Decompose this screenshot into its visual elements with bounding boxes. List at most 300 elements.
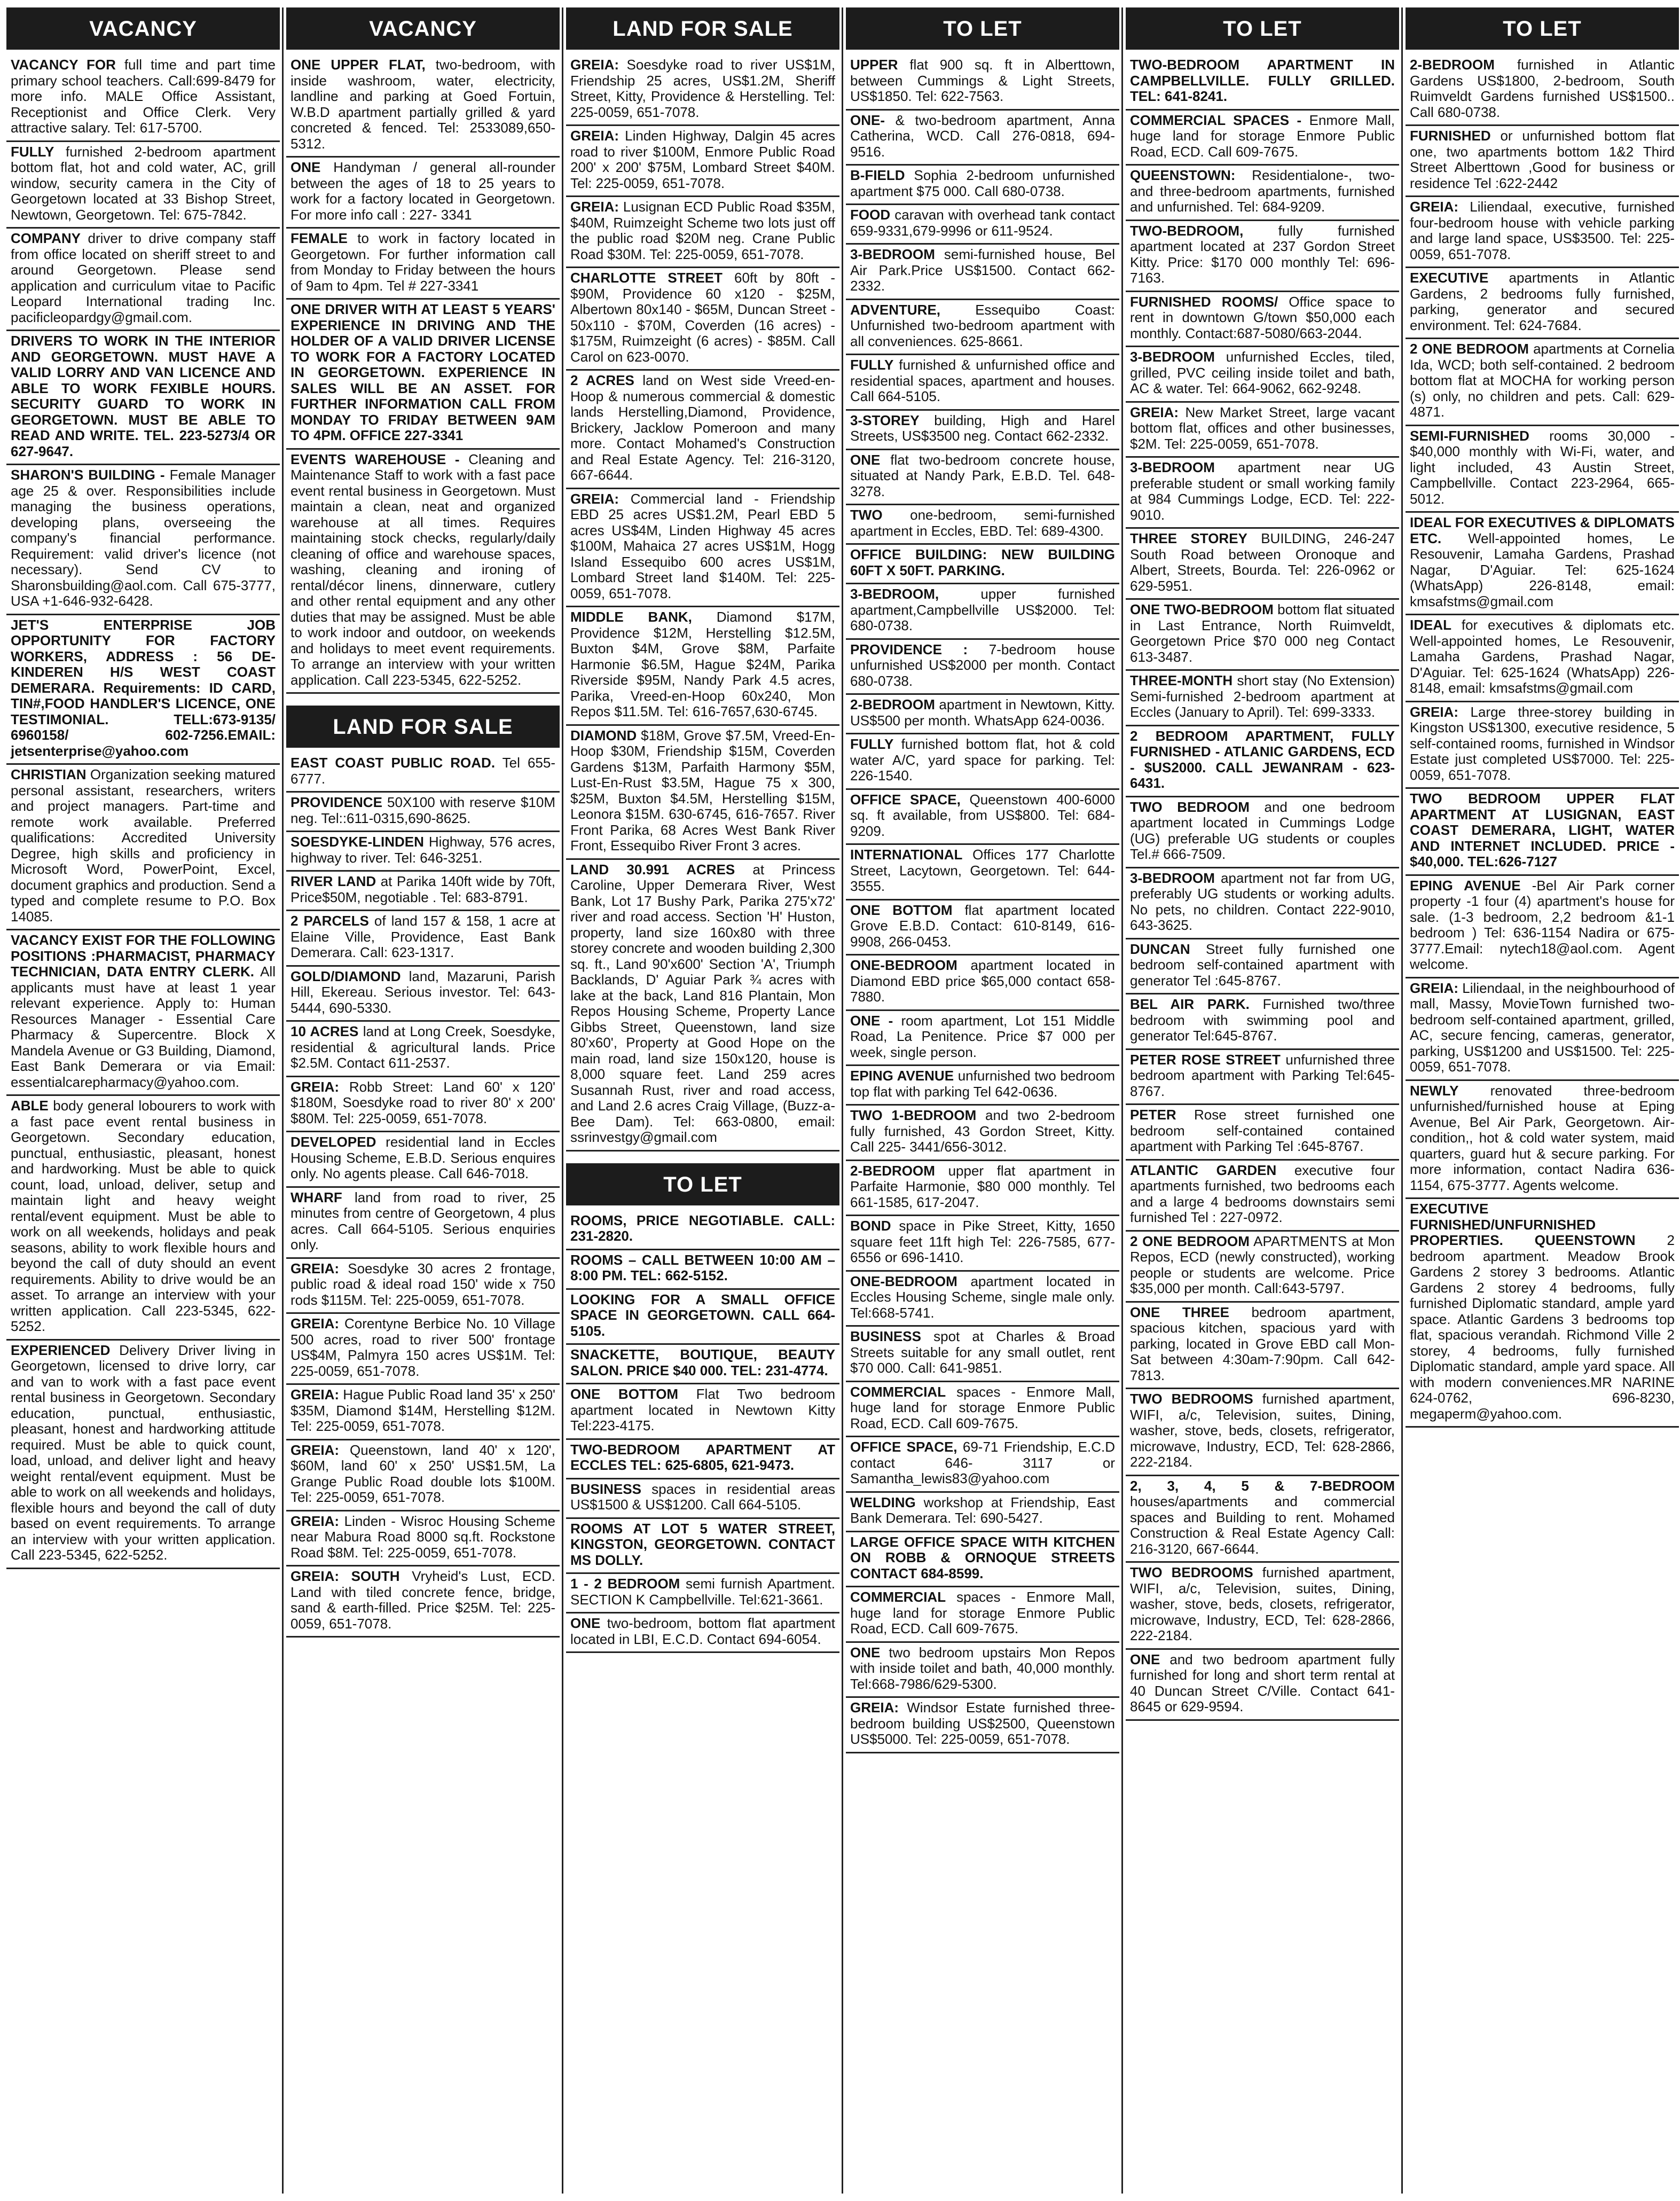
ad-body: to work in factory located in Georgetown. For further information call from Monday to Friday between the hours of 9am to 4pm. Tel # 227-3341: [291, 230, 555, 294]
classified-ad: [1126, 1563, 1399, 1650]
column-4: [846, 7, 1119, 2194]
classified-ad: [846, 355, 1119, 411]
ad-body: Hague Public Road land 35' x 250' $35M, Diamond $14M, Herstelling $12M. Tel: 225-0059, 651-7078.: [291, 1387, 555, 1434]
classified-ad: [1406, 426, 1679, 513]
classified-ad: [286, 793, 560, 832]
classified-ad: [286, 300, 560, 450]
ad-lead: 2 ACRES: [570, 372, 634, 388]
ad-lead: EVENTS WAREHOUSE -: [291, 451, 460, 467]
ad-lead: GREIA:: [570, 490, 619, 507]
ad-body: Commercial land - Friendship EBD 25 acres US$1.2M, Pearl EBD 5 acres US$4M, Linden Highway 45 acres $100M, Mahaica 27 acres US$1M, Hogg Island Essequibo 600 acres US$1M, Lombard Street land $140M. Tel: 225-0059, 651-7078.: [570, 490, 835, 601]
ad-lead: IDEAL FOR EXECUTIVES & DIPLOMATS ETC.: [1410, 514, 1675, 546]
classified-ad: [286, 1440, 560, 1511]
ad-body: Office space to rent in downtown G/town $50,000 each monthly. Contact:687-5080/663-2044.: [1130, 293, 1395, 341]
ad-body: spaces - Enmore Mall, huge land for storage Enmore Public Road, ECD. Call 609-7675.: [850, 1589, 1115, 1636]
ad-lead: TWO-BEDROOM APARTMENT IN CAMPBELLVILLE. FULLY GRILLED. TEL: 641-8241.: [1130, 57, 1395, 104]
ad-body: flat apartment located Grove E.B.D. Contact: 610-8149, 616-9908, 266-0453.: [850, 902, 1115, 950]
ad-lead: 3-STOREY: [850, 412, 920, 428]
classified-ad: [286, 1132, 560, 1188]
ad-body: Offices 177 Charlotte Street, Lacytown, Georgetown. Tel: 644-3555.: [850, 847, 1115, 894]
classified-ad: [286, 872, 560, 911]
ad-body: one-bedroom, semi-furnished apartment in Eccles, EBD. Tel: 689-4300.: [850, 507, 1115, 539]
classified-ad: [6, 55, 280, 142]
ad-body: Highway, 576 acres, highway to river. Tel: 646-3251.: [291, 834, 555, 866]
classified-ad: [1126, 1050, 1399, 1106]
ad-lead: FULLY: [11, 143, 54, 160]
classified-ad: [846, 1698, 1119, 1753]
ad-lead: GREIA:: [291, 1315, 339, 1331]
ad-body: apartments in Atlantic Gardens, 2 bedrooms fully furnished, parking, generator and secured environment. Tel: 624-7684.: [1410, 270, 1675, 333]
ad-body: furnished in Atlantic Gardens US$1800, 2-bedroom, South Ruimveldt Gardens furnished US$1500.. Call 680-0738.: [1410, 57, 1675, 120]
ad-lead: 2 ONE BEDROOM: [1410, 341, 1529, 357]
classified-ad: [1126, 347, 1399, 403]
ad-lead: ONE -: [850, 1012, 893, 1029]
ad-lead: ONE: [850, 1644, 881, 1660]
classified-ad: [1126, 671, 1399, 726]
ad-lead: GREIA:: [850, 1699, 899, 1716]
ad-body: & two-bedroom apartment, Anna Catherina, WCD. Call 276-0818, 694-9516.: [850, 112, 1115, 160]
ad-lead: 2, 3, 4, 5 & 7-BEDROOM: [1130, 1477, 1395, 1494]
classified-ad: [1126, 1105, 1399, 1161]
classified-ad: [846, 1382, 1119, 1438]
classified-ad: [566, 1440, 839, 1479]
ad-body: caravan with overhead tank contact 659-9331,679-9996 or 611-9524.: [850, 207, 1115, 239]
ad-body: furnished apartment, WIFI, a/c, Television, suites, Dining, washer, stove, beds, closets, refrigerator, microwave, Industry, ECD, Tel: 628-2866, 222-2184.: [1130, 1564, 1395, 1643]
ad-body: room apartment, Lot 151 Middle Road, La Penitence. Price $7 000 per week, single person.: [850, 1012, 1115, 1060]
ad-lead: EPING AVENUE: [1410, 877, 1521, 894]
ad-body: land at Long Creek, Soesdyke, residential & agricultural lands. Price $2.5M. Contact 611-2537.: [291, 1023, 555, 1071]
ad-lead: LAND 30.991 ACRES: [570, 861, 735, 878]
ad-body: rooms 30,000 - $40,000 monthly with Wi-Fi, water, and light included, 43 Austin Street, Campbellville. Contact 223-2964, 665-5012.: [1410, 427, 1675, 507]
ad-body: 60ft by 80ft - $90M, Providence 60 x120 - $25M, Albertown 80x140 - $65M, Duncan Street - 50x110 - $70M, Coverden (16 acres) - $175M, Ruimzeight (6 acres) - $85M. Call Carol on 623-0070.: [570, 270, 835, 365]
ad-lead: 2-BEDROOM: [850, 696, 935, 712]
ad-lead: FURNISHED ROOMS/: [1130, 293, 1278, 310]
ad-lead: VACANCY FOR: [11, 57, 116, 73]
classified-ad: [1126, 292, 1399, 348]
classified-ad: [846, 695, 1119, 734]
ad-body: furnished bottom flat, hot & cold water A/C, yard space for parking. Tel: 226-1540.: [850, 736, 1115, 784]
ad-lead: GREIA:: [1410, 199, 1458, 215]
ad-body: BUILDING, 246-247 South Road between Oronoque and Albert, Streets, Bourda. Tel: 226-0962 or 629-5951.: [1130, 530, 1395, 594]
classified-ad: [1126, 1650, 1399, 1721]
ad-body: land from road to river, 25 minutes from centre of Georgetown, 4 plus acres. Call 664-5105. Serious enquiries only.: [291, 1189, 555, 1252]
classified-ad: [286, 1566, 560, 1638]
ad-lead: EXECUTIVE: [1410, 270, 1489, 286]
ad-body: building, High and Harel Streets, US$3500 neg. Contact 662-2332.: [850, 412, 1115, 444]
ad-body: semi-furnished house, Bel Air Park.Price US$1500. Contact 662-2332.: [850, 246, 1115, 294]
classified-ad: [566, 197, 839, 268]
column-divider: [1401, 7, 1403, 2194]
ad-body: two-bedroom, bottom flat apartment located in LBI, E.C.D. Contact 694-6054.: [570, 1615, 835, 1647]
ad-lead: TWO BEDROOM UPPER FLAT APARTMENT AT LUSIGNAN, EAST COAST DEMERARA, LIGHT, WATER AND INTERNET INCLUDED. PRICE - $40,000. TEL:626-7127: [1410, 790, 1675, 870]
ad-body: Handyman / general all-rounder between the ages of 18 to 25 years to work for a factory located in Georgetown. For more info call : 227- 3341: [291, 159, 555, 223]
column-divider: [282, 7, 284, 2194]
ad-body: Windsor Estate furnished three-bedroom building US$2500, Queenstown US$5000. Tel: 225-0059, 651-7078.: [850, 1699, 1115, 1747]
ad-body: -Bel Air Park corner property -1 four (4) apartment's house for sale. (1-3 bedroom, 2,2 bedroom &1-1 bedroom ) Tel: 636-1154 Nadira or 675-3777.Email: nytech18@aol.com. Agent welcome.: [1410, 877, 1675, 972]
section-heading: VACANCY: [6, 7, 280, 50]
classified-ad: [1126, 1232, 1399, 1303]
ad-body: Linden Highway, Dalgin 45 acres road to river $100M, Enmore Public Road 200' x 200' $75M, Lombard Street $40M. Tel: 225-0059, 651-7078.: [570, 128, 835, 191]
classified-ad: [846, 1532, 1119, 1588]
ad-lead: GREIA:: [1130, 404, 1179, 420]
ad-body: DRIVERS TO WORK IN THE INTERIOR AND GEORGETOWN. MUST HAVE A VALID LORRY AND VAN LICENCE AND ABLE TO WORK FEXIBLE HOURS. SECURITY GUARD TO WORK IN GEORGETOWN. MUST BE ABLE TO READ AND WRITE. TEL. 223-5273/4 OR 627-9647.: [11, 333, 276, 459]
classified-ad: [1406, 126, 1679, 197]
ad-body: Street fully furnished one bedroom self-contained apartment with generator Tel :645-8767.: [1130, 941, 1395, 989]
ad-lead: LOOKING FOR A SMALL OFFICE SPACE IN GEORGETOWN. CALL 664-5105.: [570, 1291, 835, 1339]
classified-ad: [1406, 197, 1679, 268]
ad-body: space in Pike Street, Kitty, 1650 square feet 11ft high Tel: 226-7585, 677-6556 or 696-1410.: [850, 1218, 1115, 1265]
ad-body: apartment not far from UG, preferably UG students or working adults. No pets, no children. Contact 222-9010, 643-3625.: [1130, 870, 1395, 933]
ad-body: Organization seeking matured personal assistant, researchers, writers and project managers. Part-time and remote work available. Preferred qualifications: Accredited University Degree, high skills and proficiency in Microsoft Word, PowerPoint, Excel, document graphics and production. Send a typed and complete resume to P.O. Box 14085.: [11, 766, 276, 925]
ad-lead: ADVENTURE,: [850, 301, 941, 318]
ad-lead: GREIA:: [570, 128, 619, 144]
classified-ad: [1126, 939, 1399, 995]
ad-lead: LARGE OFFICE SPACE WITH KITCHEN ON ROBB & ORNOQUE STREETS CONTACT 684-8599.: [850, 1533, 1115, 1581]
classified-ad: [846, 1011, 1119, 1067]
classified-ad: [846, 1327, 1119, 1382]
ad-lead: GOLD/DIAMOND: [291, 968, 401, 984]
classified-ad: [1126, 221, 1399, 292]
classified-ad: [6, 229, 280, 331]
ad-lead: ONE-: [850, 112, 885, 128]
classified-ad: [286, 1385, 560, 1440]
classified-ad: [1126, 166, 1399, 221]
ad-body: Residentialone-, two- and three-bedroom apartments, furnished and unfurnished. Tel: 684-9209.: [1130, 167, 1395, 215]
ad-body: apartments at Cornelia Ida, WCD; both self-contained. 2 bedroom bottom flat at MOCHA for working person (s) only, no children and pets. Call: 629-4871.: [1410, 341, 1675, 420]
classified-ad: [846, 790, 1119, 845]
ad-lead: 2-BEDROOM: [850, 1162, 935, 1179]
classified-ad: [286, 1511, 560, 1567]
classified-ad: [566, 1613, 839, 1653]
ad-lead: 2 BEDROOM APARTMENT, FULLY FURNISHED - ATLANIC GARDENS, ECD - $US2000. CALL JEWANRAM - 623-6431.: [1130, 727, 1395, 791]
ad-lead: RIVER LAND: [291, 873, 376, 889]
ad-body: executive four apartments furnished, two bedrooms each and a large 4 bedrooms downstairs semi furnished Tel : 227-0972.: [1130, 1162, 1395, 1225]
ad-lead: ROOMS – CALL BETWEEN 10:00 AM – 8:00 PM. TEL: 662-5152.: [570, 1251, 835, 1283]
ad-lead: CHARLOTTE STREET: [570, 270, 723, 286]
classified-ad: [846, 1587, 1119, 1643]
ad-lead: TWO-BEDROOM,: [1130, 222, 1244, 239]
classified-ad: [566, 1384, 839, 1440]
ad-body: land, Mazaruni, Parish Hill, Ekereau. Serious investor. Tel: 643-5444, 690-5330.: [291, 968, 555, 1016]
column-3: [566, 7, 839, 2194]
ad-body: unfurnished Eccles, tiled, grilled, PVC ceiling inside toilet and bath, AC & water. Tel: 664-9062, 662-9248.: [1130, 349, 1395, 396]
classified-ad: [566, 1211, 839, 1250]
ad-body: Well-appointed homes, Le Resouvenir, Lamaha Gardens, Prashad Nagar, D'Aguiar. Tel: 625-1624 (WhatsApp) 226-8148, email: kmsafstms@gmail.com: [1410, 530, 1675, 609]
ad-lead: 2 ONE BEDROOM: [1130, 1233, 1250, 1249]
ad-lead: GREIA: SOUTH: [291, 1568, 400, 1584]
ad-lead: 3-BEDROOM,: [850, 586, 939, 602]
classified-ad: [846, 545, 1119, 584]
ad-lead: TWO BEDROOMS: [1130, 1391, 1253, 1407]
classified-ad: [1126, 55, 1399, 111]
classified-ad: [1406, 615, 1679, 702]
classified-ad: [1406, 339, 1679, 426]
ad-lead: THREE-MONTH: [1130, 672, 1233, 688]
ad-body: Linden - Wisroc Housing Scheme near Mabura Road 8000 sq.ft. Rockstone Road $8M. Tel: 225-0059, 651-7078.: [291, 1513, 555, 1561]
ad-lead: FEMALE: [291, 230, 348, 246]
ad-body: apartment located in Diamond EBD price $65,000 contact 658-7880.: [850, 957, 1115, 1005]
column-divider: [1121, 7, 1123, 2194]
ad-body: Robb Street: Land 60' x 120' $180M, Soesdyke road to river 80' x 200' $80M. Tel: 225-0059, 651-7078.: [291, 1078, 555, 1126]
classified-ad: [846, 1493, 1119, 1532]
ad-body: full time and part time primary school teachers. Call:699-8479 for more info. MALE Office Assistant, Receptionist and Office Clerk. Very attractive salary. Tel: 617-5700.: [11, 57, 276, 136]
classified-ad: [6, 1341, 280, 1569]
classified-ad: [1126, 529, 1399, 600]
ad-lead: BEL AIR PARK.: [1130, 996, 1250, 1012]
ad-lead: COMMERCIAL: [850, 1383, 946, 1400]
classified-ad: [6, 930, 280, 1096]
ad-lead: EAST COAST PUBLIC ROAD.: [291, 755, 496, 771]
classified-ad: [846, 205, 1119, 245]
ad-lead: TWO-BEDROOM APARTMENT AT ECCLES TEL: 625-6805, 621-9473.: [570, 1441, 835, 1473]
classified-ad: [1406, 1081, 1679, 1200]
classified-ad: [846, 900, 1119, 956]
classified-ad: [286, 158, 560, 229]
ad-body: 69-71 Friendship, E.C.D contact 646- 3117 or Samantha_lewis83@yahoo.com: [850, 1439, 1115, 1486]
classified-ad: [286, 753, 560, 793]
ad-lead: GREIA:: [1410, 980, 1458, 996]
ad-lead: SHARON'S BUILDING -: [11, 467, 165, 483]
classified-ad: [1126, 1476, 1399, 1563]
classified-ad: [1126, 726, 1399, 797]
ad-body: Liliendaal, executive, furnished four-bedroom house with vehicle parking and large land space, US$3500. Tel: 225-0059, 651-7078.: [1410, 199, 1675, 262]
classified-ad: [846, 734, 1119, 790]
classified-ad: [286, 1259, 560, 1314]
ad-lead: GREIA:: [291, 1442, 339, 1458]
ad-body: New Market Street, large vacant bottom flat, offices and other businesses, $2M. Tel: 225-0059, 651-7078.: [1130, 404, 1395, 452]
ad-lead: 3-BEDROOM: [1130, 870, 1215, 886]
classified-ad: [566, 1479, 839, 1519]
ad-lead: FULLY: [850, 736, 894, 752]
classified-ad: [846, 411, 1119, 450]
ad-body: furnished apartment, WIFI, a/c, Television, suites, Dining, washer, stove, beds, closets, refrigerator, microwave, Industry, ECD, Tel: 628-2866, 222-2184.: [1130, 1391, 1395, 1470]
classified-ad: [846, 450, 1119, 506]
classified-ad: [1126, 1161, 1399, 1232]
classified-ad: [846, 1216, 1119, 1272]
classified-ad: [1406, 789, 1679, 876]
ad-body: 50X100 with reserve $10M neg. Tel::611-0315,690-8625.: [291, 794, 555, 826]
classified-ad: [1406, 876, 1679, 978]
ad-lead: GREIA:: [291, 1513, 339, 1529]
ad-body: of land 157 & 158, 1 acre at Elaine Ville, Providence, East Bank Demerara. Call: 623-1317.: [291, 913, 555, 960]
classified-ad: [846, 300, 1119, 356]
ad-lead: TWO: [850, 507, 883, 523]
ad-lead: SEMI-FURNISHED: [1410, 427, 1529, 444]
classified-ad: [846, 166, 1119, 205]
ad-lead: TWO BEDROOM: [1130, 798, 1250, 815]
classified-ad: [1126, 868, 1399, 939]
ad-lead: GREIA:: [291, 1078, 339, 1095]
classified-ad: [846, 845, 1119, 900]
ad-lead: ONE: [1130, 1651, 1160, 1667]
classified-ad: [1126, 600, 1399, 671]
classified-ad: [846, 640, 1119, 695]
ad-body: unfurnished two bedroom top flat with parking Tel 642-0636.: [850, 1068, 1116, 1100]
classified-ad: [286, 1314, 560, 1385]
ad-lead: CHRISTIAN: [11, 766, 87, 782]
ad-body: Queenstown, land 40' x 120', $60M, land 60' x 250' US$1.5M, La Grange Public Road double lots $100M. Tel: 225-0059, 651-7078.: [291, 1442, 555, 1505]
classified-ad: [566, 126, 839, 197]
classified-ad: [286, 967, 560, 1022]
ad-lead: COMPANY: [11, 230, 81, 246]
ad-lead: TWO 1-BEDROOM: [850, 1107, 977, 1123]
section-heading: TO LET: [846, 7, 1119, 50]
section-heading: LAND FOR SALE: [566, 7, 839, 50]
section-heading: TO LET: [1406, 7, 1679, 50]
ad-lead: GREIA:: [570, 57, 619, 73]
ad-body: Liliendaal, in the neighbourhood of mall, Massy, MovieTown furnished two-bedroom self-contained apartment, grilled, AC, secure fencing, cameras, generator, parking, US$1200 and US$1500. Tel: 225-0059, 651-7078.: [1410, 980, 1675, 1075]
ad-lead: ATLANTIC GARDEN: [1130, 1162, 1277, 1178]
ad-body: Diamond $17M, Providence $12M, Herstelling $12.5M, Buxton $4M, Grove $8M, Parfaite Harmonie $6.5M, Hague $24M, Parika Riverside $95M, Nandy Park 4.5 acres, Parika, Vreed-en-Hoop 60x240, Mon Repos $11.5M. Tel: 616-7657,630-6745.: [570, 609, 835, 719]
ad-lead: BUSINESS: [570, 1481, 641, 1497]
ad-body: Sophia 2-bedroom unfurnished apartment $75 000. Call 680-0738.: [850, 167, 1115, 199]
classified-ad: [1126, 403, 1399, 458]
classified-ad: [1126, 994, 1399, 1050]
ad-body: Rose street furnished one bedroom self-contained contained apartment with Parking Tel :645-8767.: [1130, 1107, 1395, 1154]
classified-ad: [1126, 1303, 1399, 1390]
ad-body: Furnished two/three bedroom with swimming pool and generator Tel:645-8767.: [1130, 996, 1395, 1044]
classified-ad: [846, 955, 1119, 1011]
ad-lead: GREIA:: [291, 1260, 339, 1276]
ad-lead: BOND: [850, 1218, 891, 1234]
classified-ad: [286, 1188, 560, 1259]
ad-lead: 3-BEDROOM: [1130, 459, 1215, 475]
ad-lead: ONE-BEDROOM: [850, 1273, 957, 1289]
classified-ad: [846, 111, 1119, 166]
classified-ad: [1126, 797, 1399, 868]
ad-body: Large three-storey building in Kingston US$1300, executive residence, 5 self-contained rooms, furnished in Windsor Estate just completed US$7000. Tel: 225-0059, 651-7078.: [1410, 703, 1675, 783]
section-heading: VACANCY: [286, 7, 560, 50]
ad-lead: B-FIELD: [850, 167, 905, 183]
classified-ad: [6, 331, 280, 465]
ad-lead: OFFICE SPACE,: [850, 791, 961, 808]
ad-body: Lusignan ECD Public Road $35M, $40M, Ruimzeight Scheme two lots just off the public road $20M neg. Crane Public Road $30M. Tel: 225-0059, 651-7078.: [570, 199, 835, 262]
ad-lead: WELDING: [850, 1494, 916, 1510]
classified-ad: [846, 584, 1119, 640]
ad-body: body general lobourers to work with a fast pace event rental business in Georgetown. Secondary education, punctual, enthusiastic, pleasant, honest and hardworking. Must be able to quick count, load, unload, deliver, setup and maintain light and heavy weight rental/event equipment. Must be able to work on all weekends, holidays and peak seasons, ability to work flexible hours and beyond the call of duty should an event requirements. Ability to drive would be an asset. To arrange an interview with your written application. Call 223-5345, 622-5252.: [11, 1098, 276, 1334]
ad-lead: ONE: [850, 451, 881, 468]
classified-ad: [566, 1250, 839, 1290]
ad-body: 7-bedroom house unfurnished US$2000 per month. Contact 680-0738.: [850, 641, 1115, 689]
classified-ad: [846, 1106, 1119, 1161]
ad-body: Cleaning and Maintenance Staff to work with a fast pace event rental business in Georgetown. Must maintain a clean, neat and organized warehouse at all times. Requires maintaining stock checks, regularly/daily cleaning of office and warehouse spaces, washing, cleaning and ironing of rental/décor linens, dinnerware, cutlery and other rental equipment and any other duties that may be assigned. Must be able to work indoor and outdoor, on weekends and holidays to meet event requirements. To arrange an interview with your written application. Call 223-5345, 622-5252.: [291, 451, 555, 688]
column-6: [1406, 7, 1679, 2194]
ad-lead: PROVIDENCE :: [850, 641, 968, 657]
ad-body: APARTMENTS at Mon Repos, ECD (newly constructed), working people or students are welcome. Price $35,000 per month. Call:643-5797.: [1130, 1233, 1395, 1296]
classified-ad: [1406, 1199, 1679, 1428]
ad-lead: IDEAL: [1410, 617, 1451, 633]
ad-lead: GREIA:: [570, 199, 619, 215]
ad-body: bedroom apartment, spacious kitchen, spacious yard with parking, located in Grove EBD call Mon-Sat between 4:30am-7:90pm. Call 642-7813.: [1130, 1304, 1395, 1383]
ad-body: spaces in residential areas US$1500 & US$1200. Call 664-5105.: [570, 1481, 835, 1513]
ad-body: fully furnished apartment located at 237 Gordon Street Kitty. Price: $170 000 monthly Tel: 696-7163.: [1130, 222, 1395, 286]
classified-ad: [1406, 702, 1679, 789]
column-5: [1126, 7, 1399, 2194]
ad-lead: COMMERCIAL SPACES -: [1130, 112, 1302, 128]
ad-lead: TWO BEDROOMS: [1130, 1564, 1253, 1580]
classified-ad: [566, 1519, 839, 1575]
classified-ad: [846, 55, 1119, 111]
section-heading: LAND FOR SALE: [286, 706, 560, 748]
ad-lead: ONE: [570, 1615, 601, 1631]
ad-body: semi furnish Apartment. SECTION K Campbellville. Tel:621-3661.: [570, 1576, 835, 1608]
ad-lead: QUEENSTOWN:: [1130, 167, 1236, 183]
ad-lead: SOESDYKE-LINDEN: [291, 834, 424, 850]
ad-body: JET'S ENTERPRISE JOB OPPORTUNITY FOR FACTORY WORKERS, ADDRESS : 56 DE-KINDEREN H/S WEST COAST DEMERARA. Requirements: ID CARD, TIN#,FOOD HANDLER'S LICENCE, ONE TESTIMONIAL. TELL:673-9135/ 6960158/ 602-7256.EMAIL: jetsenterprise@yahoo.com: [11, 616, 276, 759]
ad-body: for executives & diplomats etc. Well-appointed homes, Le Resouvenir, Lamaha Gardens, Prashad Nagar, D'Aguiar. Tel: 625-1624 (WhatsApp) 226-8148, email: kmsafstms@gmail.com: [1410, 617, 1675, 696]
ad-body: at Parika 140ft wide by 70ft, Price$50M, negotiable . Tel: 683-8791.: [291, 873, 555, 905]
ad-lead: FOOD: [850, 207, 891, 223]
ad-lead: FULLY: [850, 357, 894, 373]
ad-lead: 2-BEDROOM: [1410, 57, 1495, 73]
ad-body: and two 2-bedroom fully furnished, 43 Gordon Street, Kitty. Call 225- 3441/656-3012.: [850, 1107, 1115, 1155]
ad-lead: ONE THREE: [1130, 1304, 1229, 1320]
ad-body: at Princess Caroline, Upper Demerara River, West Bank, Lot 17 Bushy Park, Parika 275'x72' river and road access. Section 'H' Huston, property, land size 160x80 with three storey concrete and wooden building 2,300 sq. ft., Land 90'x600' Section 'A', Triumph Backlands, D' Aguiar Park ¾ acres with lake at the back, Land 816 Plantain, Mon Repos Housing Scheme, Property Lance Gibbs Street, Queenstown, land size 80'x60', Property at Good Hope on the main road, land size 150x120, house is 8,000 square feet. Land 259 acres Susannah Rust, river and road access, and Land 2.6 acres Craig Village, (Buzz-a-Bee Dam). Tel: 663-0800, email: ssrinvestgy@gmail.com: [570, 861, 836, 1145]
ad-body: Flat Two bedroom apartment located in Newtown Kitty Tel:223-4175.: [570, 1386, 835, 1434]
ad-body: upper flat apartment in Parfaite Harmonie, $80 000 monthly. Tel 661-1585, 617-2047.: [850, 1162, 1115, 1210]
ad-lead: 3-BEDROOM: [1130, 349, 1215, 365]
ad-body: furnished 2-bedroom apartment bottom flat, hot and cold water, AC, grill window, security camera in the City of Georgetown located at 33 Bishop Street, Newtown, Georgetown. Tel: 675-7842.: [11, 143, 276, 223]
classified-ad: [566, 607, 839, 726]
ad-lead: DUNCAN: [1130, 941, 1190, 957]
classified-ad: [846, 1161, 1119, 1217]
ad-body: Vryheid's Lust, ECD. Land with tiled concrete fence, bridge, sand & earth-filled. Price $25M. Tel: 225-0059, 651-7078.: [291, 1568, 555, 1632]
ad-lead: COMMERCIAL: [850, 1589, 946, 1605]
ad-body: flat 900 sq. ft in Alberttown, between Cummings & Light Streets, US$1850. Tel: 622-7563.: [850, 57, 1115, 104]
ad-lead: ONE BOTTOM: [570, 1386, 679, 1402]
ad-body: unfurnished three bedroom apartment with Parking Tel:645-8767.: [1130, 1051, 1395, 1099]
classified-ad: [846, 1643, 1119, 1698]
column-divider: [562, 7, 563, 2194]
classified-ad: [6, 765, 280, 930]
classified-ad: [846, 245, 1119, 300]
ad-lead: ONE BOTTOM: [850, 902, 953, 918]
ad-lead: ONE: [291, 159, 321, 175]
ad-lead: FURNISHED: [1410, 128, 1491, 144]
classified-ad: [6, 465, 280, 615]
ad-lead: OFFICE SPACE,: [850, 1439, 957, 1455]
ad-body: ONE DRIVER WITH AT LEAST 5 YEARS' EXPERIENCE IN DRIVING AND THE HOLDER OF A VALID DRIVER LICENSE TO WORK FOR A FACTORY LOCATED IN GEORGETOWN. EXPERIENCE IN SALES WILL BE AN ASSET. FOR FURTHER INFORMATION CALL FROM MONDAY TO FRIDAY BETWEEN 9AM TO 4PM. OFFICE 227-3341: [291, 301, 555, 443]
classified-ad: [6, 142, 280, 229]
classified-ad: [566, 268, 839, 371]
classified-ad: [846, 1437, 1119, 1493]
column-2: [286, 7, 560, 2194]
ad-lead: MIDDLE BANK,: [570, 609, 692, 625]
classified-ad: [566, 55, 839, 126]
ad-lead: PROVIDENCE: [291, 794, 382, 810]
ad-lead: PETER ROSE STREET: [1130, 1051, 1281, 1068]
ad-lead: 3-BEDROOM: [850, 246, 935, 262]
ad-body: bottom flat situated in Last Entrance, North Ruimveldt, Georgetown Price $70 000 neg Contact 613-3487.: [1130, 601, 1395, 665]
ad-body: flat two-bedroom concrete house, situated at Nandy Park, E.B.D. Tel. 648-3278.: [850, 451, 1116, 499]
classified-ad: [566, 371, 839, 489]
ad-lead: ROOMS, PRICE NEGOTIABLE. CALL: 231-2820.: [570, 1212, 835, 1244]
ad-body: furnished & unfurnished office and residential spaces, apartment and houses. Call 664-5105.: [850, 357, 1115, 404]
ad-body: Queenstown 400-6000 sq. ft available, from US$800. Tel: 684-9209.: [850, 791, 1115, 839]
classified-ad: [6, 615, 280, 765]
ad-body: $18M, Grove $7.5M, Vreed-En-Hoop $30M, Friendship $15M, Coverden Gardens $13M, Parfaith Harmony $5M, Lust-En-Rust $3.5M, Hague 75 x 300, $25M, Buxton $4.5M, Herstelling $15M, Leonora $15M. 630-6745, 616-7657. River Front Parika, 68 Acres West Bank River Front, Essequibo River Front 3 acres.: [570, 727, 835, 853]
classified-ad: [1126, 111, 1399, 166]
ad-body: spaces - Enmore Mall, huge land for storage Enmore Public Road, ECD. Call 609-7675.: [850, 1383, 1115, 1431]
ad-lead: 10 ACRES: [291, 1023, 359, 1039]
classified-ad: [286, 55, 560, 158]
classified-ad: [1406, 513, 1679, 615]
column-1: [6, 7, 280, 2194]
classified-ad: [566, 726, 839, 860]
section-heading: TO LET: [566, 1163, 839, 1205]
ad-lead: OFFICE BUILDING: NEW BUILDING 60FT X 50FT. PARKING.: [850, 546, 1115, 578]
ad-body: Corentyne Berbice No. 10 Village 500 acres, road to river 500' frontage US$4M, Palmyra 150 acres US$1M. Tel: 225-0059, 651-7078.: [291, 1315, 555, 1379]
